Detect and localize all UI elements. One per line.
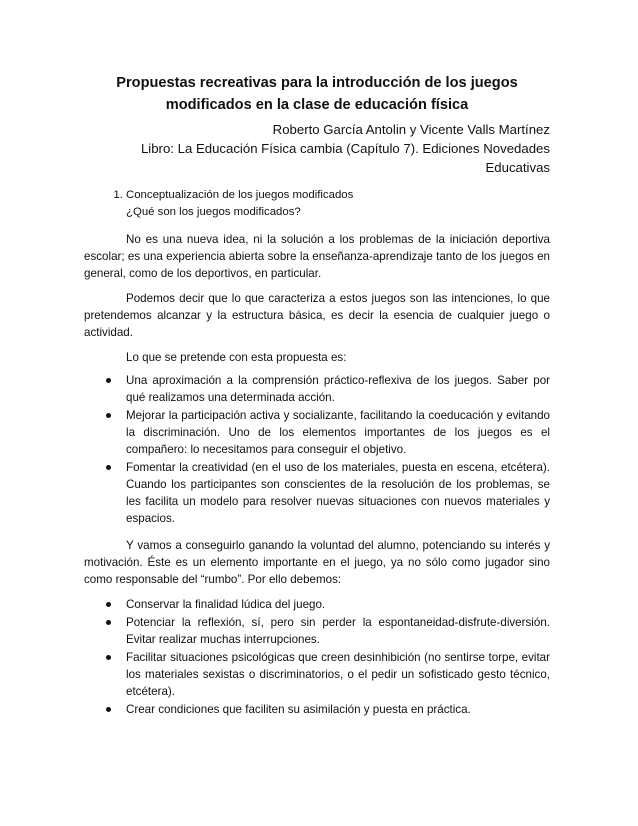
list-item-text: Una aproximación a la comprensión práctico-reflexiva de los juegos. Saber por qué realizamos una determinada acción. — [126, 374, 550, 404]
document-book-reference: Libro: La Educación Física cambia (Capítulo 7). Ediciones Novedades Educativas — [140, 141, 550, 175]
bullet-icon — [106, 378, 111, 383]
document-authors: Roberto García Antolin y Vicente Valls Martínez — [272, 122, 550, 137]
paragraph-characteristics: Podemos decir que lo que caracteriza a estos juegos son las intenciones, lo que pretendemos alcanzar y la estructura básica, es decir la esencia de cualquier juego o actividad. — [84, 292, 550, 339]
bullet-icon — [106, 707, 111, 712]
list-item — [84, 407, 550, 458]
section-1-question: ¿Qué son los juegos modificados? — [126, 206, 301, 218]
list-item-text: Fomentar la creatividad (en el uso de los materiales, puesta en escena, etcétera). Cuando los participantes son conscientes de la resolución de los problemas, se les facilita un modelo para resolver nuevas situaciones con nuevos materiales y espacios. — [126, 461, 550, 525]
bullet-icon — [106, 655, 111, 660]
section-1-heading: Conceptualización de los juegos modificados — [126, 189, 354, 201]
bullet-icon — [106, 465, 111, 470]
bullet-icon — [106, 620, 111, 625]
bullet-icon — [106, 602, 111, 607]
list-item-text: Crear condiciones que faciliten su asimilación y puesta en práctica. — [126, 703, 471, 716]
list-item — [84, 459, 550, 527]
list-item — [84, 649, 550, 700]
list-item-text: Mejorar la participación activa y socializante, facilitando la coeducación y evitando la discriminación. Uno de los elementos importantes de los juegos es el compañero: lo necesitamos para conseguir el objetivo. — [126, 409, 550, 456]
section-list — [84, 187, 550, 221]
paragraph-intro: No es una nueva idea, ni la solución a los problemas de la iniciación deportiva escolar; es una experiencia abierta sobre la enseñanza-aprendizaje tanto de los juegos en general, como de los deportivos, en particular. — [84, 233, 550, 280]
list-item-text: Potenciar la reflexión, sí, pero sin perder la espontaneidad-disfrute-diversión. Evitar realizar muchas interrupciones. — [126, 616, 550, 646]
document-title: Propuestas recreativas para la introducción de los juegos modificados en la clase de educación física — [116, 75, 518, 113]
list-item — [84, 372, 550, 406]
list-item — [84, 701, 550, 718]
bullet-icon — [106, 413, 111, 418]
document-page — [84, 72, 550, 728]
list-item — [84, 596, 550, 613]
aims-list — [84, 372, 550, 527]
duties-list — [84, 596, 550, 718]
list-item-text: Conservar la finalidad lúdica del juego. — [126, 598, 326, 611]
list-item — [84, 614, 550, 648]
paragraph-motivation: Y vamos a conseguirlo ganando la voluntad del alumno, potenciando su interés y motivación. Éste es un elemento importante en el juego, ya no sólo como jugador sino como responsable del “rumbo”. Por ello debemos: — [84, 539, 550, 586]
list-item-text: Facilitar situaciones psicológicas que creen desinhibición (no sentirse torpe, evitar los materiales sexistas o discriminatorios, o el pedir un sofisticado gesto técnico, etcétera). — [126, 651, 550, 698]
paragraph-aims-lead: Lo que se pretende con esta propuesta es: — [126, 351, 347, 364]
section-1 — [126, 187, 550, 221]
